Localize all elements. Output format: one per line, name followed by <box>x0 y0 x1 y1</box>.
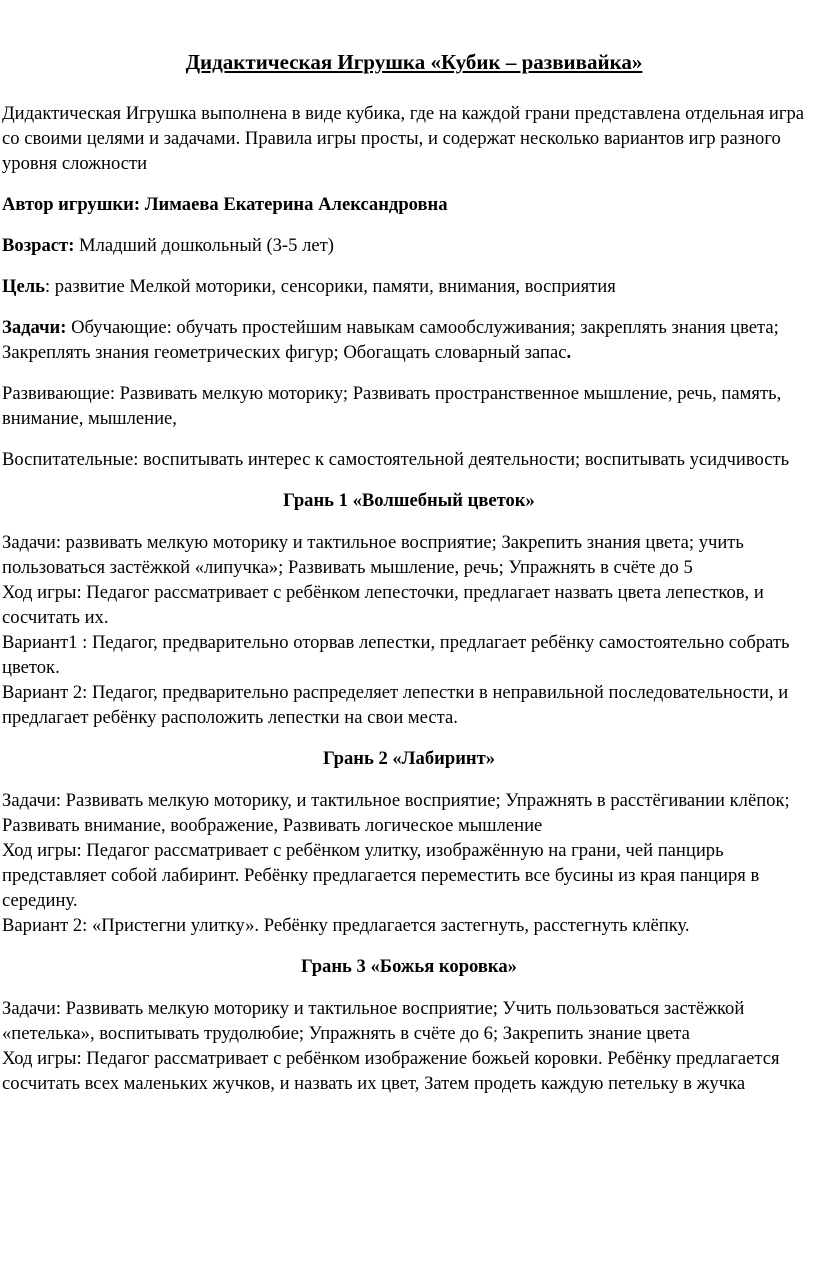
tasks-end: . <box>566 342 572 363</box>
tasks-paragraph <box>2 315 816 365</box>
face2-heading: Грань 2 «Лабиринт» <box>322 748 496 769</box>
face1-tasks: Задачи: развивать мелкую моторику и тактильное восприятие; Закрепить знания цвета; учить пользоваться застёжкой «липучка»; Развивать мышление, речь; Упражнять в счёте до 5 <box>2 532 744 578</box>
author-line: Автор игрушки: Лимаева Екатерина Александровна <box>2 194 448 215</box>
developing-paragraph: Развивающие: Развивать мелкую моторику; Развивать пространственное мышление, речь, память, внимание, мышление, <box>2 383 782 429</box>
goal-label: Цель <box>2 276 45 297</box>
face1-game: Ход игры: Педагог рассматривает с ребёнком лепесточки, предлагает назвать цвета лепестков, и сосчитать их. <box>2 582 764 628</box>
face1-heading: Грань 1 «Волшебный цветок» <box>283 490 535 511</box>
educational-paragraph: Воспитательные: воспитывать интерес к самостоятельной деятельности; воспитывать усидчивость <box>2 449 790 470</box>
face3-heading: Грань 3 «Божья коровка» <box>301 956 517 977</box>
tasks-value: Обучающие: обучать простейшим навыкам самообслуживания; закреплять знания цвета; Закреплять знания геометрических фигур; Обогащать словарный запас <box>2 317 779 363</box>
age-label: Возраст: <box>2 235 75 256</box>
age-value: Младший дошкольный (3-5 лет) <box>74 235 334 256</box>
face2-tasks: Задачи: Развивать мелкую моторику, и тактильное восприятие; Упражнять в расстёгивании клёпок; Развивать внимание, воображение, Развивать логическое мышление <box>2 790 790 836</box>
face2-game: Ход игры: Педагог рассматривает с ребёнком улитку, изображённую на грани, чей панцирь представляет собой лабиринт. Ребёнку предлагается переместить все бусины из края панциря в середину. <box>2 840 760 911</box>
goal-line <box>2 274 816 299</box>
face2-variant2: Вариант 2: «Пристегни улитку». Ребёнку предлагается застегнуть, расстегнуть клёпку. <box>2 915 690 936</box>
face1-variant2: Вариант 2: Педагог, предварительно распределяет лепестки в неправильной последовательности, и предлагает ребёнку расположить лепестки на свои места. <box>2 682 789 728</box>
face1-variant1: Вариант1 : Педагог, предварительно оторвав лепестки, предлагает ребёнку самостоятельно собрать цветок. <box>2 632 790 678</box>
intro-paragraph: Дидактическая Игрушка выполнена в виде кубика, где на каждой грани представлена отдельная игра со своими целями и задачами. Правила игры просты, и содержат несколько вариантов игр разного уровня сложности <box>2 103 805 174</box>
goal-value: : развитие Мелкой моторики, сенсорики, памяти, внимания, восприятия <box>44 276 616 297</box>
age-line <box>2 233 816 258</box>
face3-tasks: Задачи: Развивать мелкую моторику и тактильное восприятие; Учить пользоваться застёжкой «петелька», воспитывать трудолюбие; Упражнять в счёте до 6; Закрепить знание цвета <box>2 998 745 1044</box>
tasks-label: Задачи: <box>2 317 67 338</box>
face3-game: Ход игры: Педагог рассматривает с ребёнком изображение божьей коровки. Ребёнку предлагается сосчитать всех маленьких жучков, и назвать их цвет, Затем продеть каждую петельку в жучка <box>2 1048 780 1094</box>
document-title: Дидактическая Игрушка «Кубик – развивайка» <box>185 50 643 74</box>
